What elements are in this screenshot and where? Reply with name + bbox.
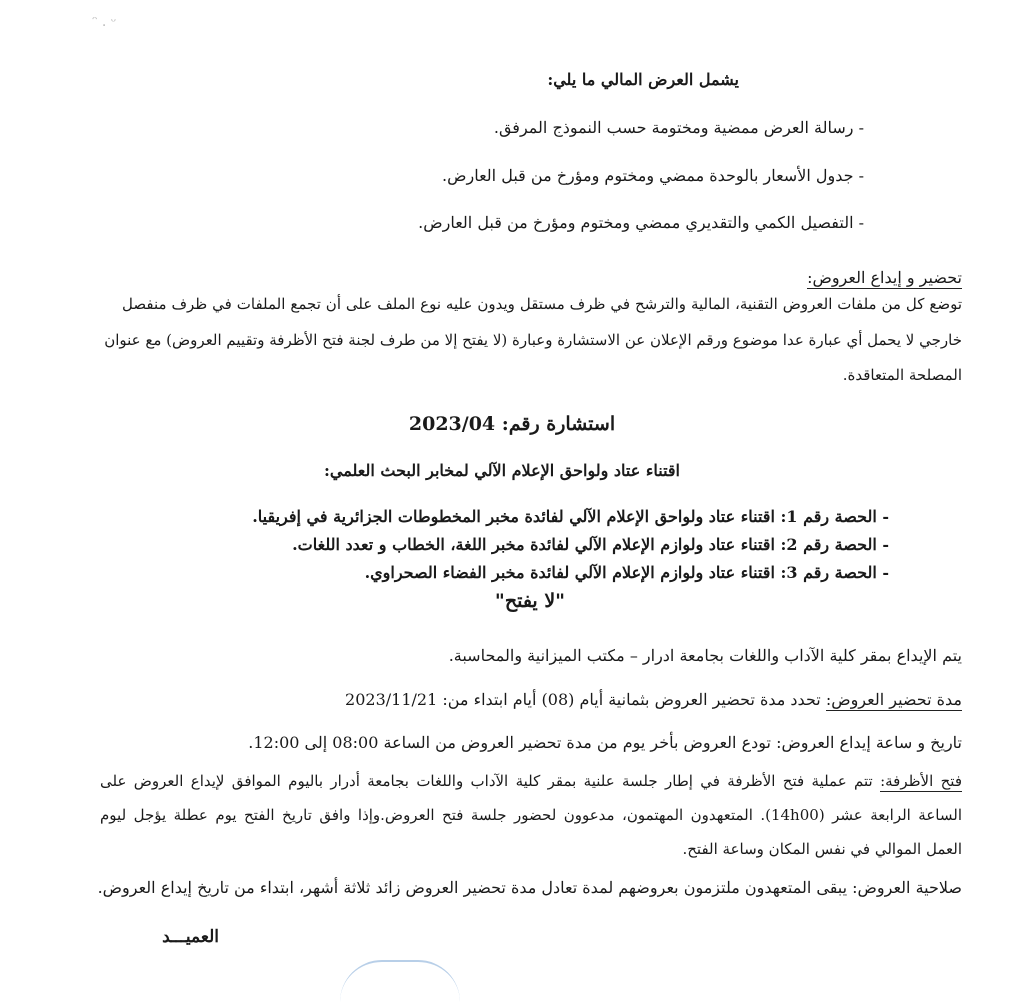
preparation-line-1: توضع كل من ملفات العروض التقنية، المالية والترشح في ظرف مستقل ويدون عليه نوع الملف على أن تجمع الملفات في ظرف منفصل [122,295,962,313]
offer-validity [98,878,962,897]
financial-item-1: - رسالة العرض ممضية ومختومة حسب النموذج المرفق. [493,118,864,137]
financial-item-2: - جدول الأسعار بالوحدة ممضي ومختوم ومؤرخ من قبل العارض. [442,166,864,185]
dean-signature-label: العميـــد [162,927,219,947]
lot-3: - الحصة رقم 3: اقتناء عتاد ولوازم الإعلام الآلي لفائدة مخبر الفضاء الصحراوي. [364,563,889,582]
preparation-heading [807,268,962,287]
do-not-open-label: "لا يفتح" [494,590,566,612]
stamp-edge [340,960,460,1002]
offer-validity-text: يبقى المتعهدون ملتزمون بعروضهم لمدة تعادل مدة تحضير العروض زائد ثلاثة أشهر، ابتداء من تاريخ إيداع العروض. [97,878,848,897]
preparation-line-3: المصلحة المتعاقدة. [842,366,962,384]
preparation-duration [345,690,962,709]
preparation-line-2: خارجي لا يحمل أي عبارة عدا موضوع ورقم الإعلان عن الاستشارة وعبارة (لا يفتح إلا من طرف لجنة فتح الأظرفة وتقييم العروض) مع عنوان [104,331,962,349]
opening-line-1 [100,772,962,790]
financial-item-3: - التفصيل الكمي والتقديري ممضي ومختوم ومؤرخ من قبل العارض. [418,213,864,232]
opening-line-2: الساعة الرابعة عشر (14h00). المتعهدون المهتمون، مدعوون لحضور جلسة فتح العروض.وإذا وافق تاريخ الفتح يوم عطلة يؤجل ليوم [100,806,962,824]
deposit-date-time-label: تاريخ و ساعة إيداع العروض: [776,733,962,752]
deposit-place: يتم الإيداع بمقر كلية الآداب واللغات بجامعة ادرار – مكتب الميزانية والمحاسبة. [448,646,962,665]
financial-offer-heading: يشمل العرض المالي ما يلي: [547,70,739,89]
deposit-date-time-text: تودع العروض بأخر يوم من مدة تحضير العروض من الساعة 08:00 إلى 12:00. [248,733,771,752]
consultation-number: استشارة رقم: 2023/04 [408,413,616,435]
corner-smudge-mark: ᵔ . ᵕ [92,14,117,30]
lot-2: - الحصة رقم 2: اقتناء عتاد ولوازم الإعلام الآلي لفائدة مخبر اللغة، الخطاب و تعدد اللغات. [292,535,889,554]
preparation-heading-text: تحضير و إيداع العروض: [807,268,962,287]
lot-1: - الحصة رقم 1: اقتناء عتاد ولواحق الإعلام الآلي لفائدة مخبر المخطوطات الجزائرية في إفريقيا. [252,507,889,526]
consultation-subject: اقتناء عتاد ولواحق الإعلام الآلي لمخابر البحث العلمي: [323,461,680,480]
opening-line-3: العمل الموالي في نفس المكان وساعة الفتح. [682,840,962,858]
deposit-date-time [248,733,962,752]
opening-label: فتح الأظرفة: [880,772,962,790]
preparation-duration-label: مدة تحضير العروض: [825,690,962,709]
opening-text-1: تتم عملية فتح الأظرفة في إطار جلسة علنية بمقر كلية الآداب واللغات بجامعة أدرار باليوم الموافق لإيداع العروض على [100,772,873,790]
offer-validity-label: صلاحية العروض: [852,878,962,897]
preparation-duration-text: تحدد مدة تحضير العروض بثمانية أيام (08) أيام ابتداء من: 2023/11/21 [345,690,821,709]
